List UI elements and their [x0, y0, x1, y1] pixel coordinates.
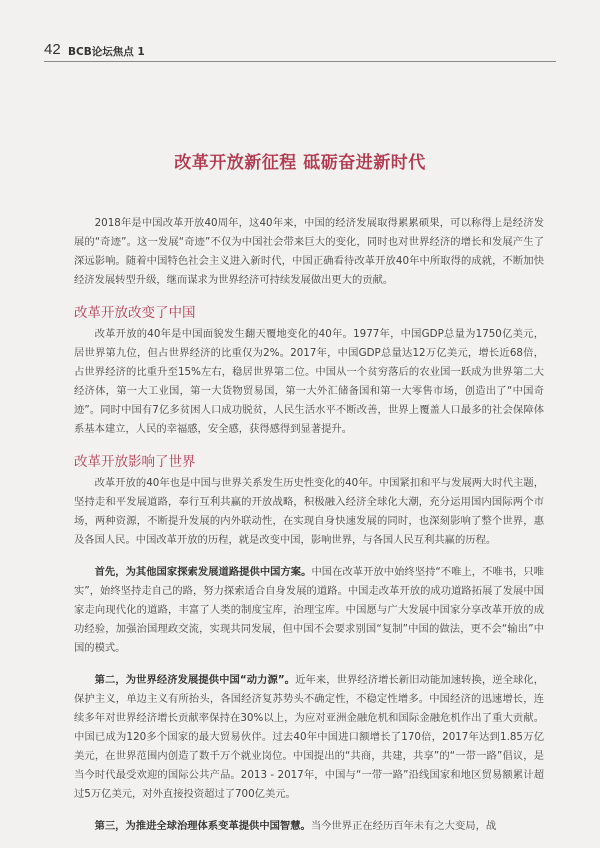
point-body-third: 当今世界正在经历百年未有之大变局，战	[310, 820, 497, 832]
running-header-title: BCB论坛焦点 1	[68, 46, 145, 58]
point-paragraph-first	[74, 563, 544, 658]
point-body-second: 近年来，世界经济增长新旧动能加速转换，逆全球化，保护主义，单边主义有所抬头，各国经济复苏势头不确定性，不稳定性增多。中国经济的迅速增长，连续多年对世界经济增长贡献率保持在30%以上，为应对亚洲金融危机和国际金融危机作出了重大贡献。中国已成为120多个国家的最大贸易伙伴。过去40年中国进口额增长了170倍，2017年达到1.85万亿美元，在世界范围内创造了数千万个就业岗位。中国提出的“共商，共建，共享”的“一带一路”倡议，是当今时代最受欢迎的国际公共产品。2013 - 2017年，中国与“一带一路”沿线国家和地区贸易额累计超过5万亿美元，对外直接投资超过了700亿美元。	[74, 674, 545, 800]
section-paragraph-world: 改革开放的40年也是中国与世界关系发生历史性变化的40年。中国紧扣和平与发展两大时代主题，坚持走和平发展道路，奉行互利共赢的开放战略，积极融入经济全球化大潮，充分运用国内国际两个市场，两种资源，不断提升发展的内外联动性，在实现自身快速发展的同时，也深刻影响了整个世界，惠及各国人民。中国改革开放的历程，就是改变中国，影响世界，与各国人民互利共赢的历程。	[74, 477, 544, 546]
header-divider	[44, 61, 556, 62]
page-number: 42	[44, 41, 61, 58]
article-body	[74, 214, 544, 836]
point-body-first: 中国在改革开放中始终坚持“不唯上，不唯书，只唯实”，始终坚持走自己的路，努力探索适合自身发展的道路。中国走改革开放的成功道路拓展了发展中国家走向现代化的道路，丰富了人类的制度宝库，治理宝库。中国愿与广大发展中国家分享改革开放的成功经验，加强治国理政交流，实现共同发展，但中国不会要求别国“复制”中国的做法，更不会“输出”中国的模式。	[74, 566, 544, 654]
section-heading-china: 改革开放改变了中国	[74, 305, 196, 321]
point-paragraph-third	[74, 817, 544, 836]
section-heading-world: 改革开放影响了世界	[74, 454, 196, 470]
section-paragraph-china: 改革开放的40年是中国面貌发生翻天覆地变化的40年。1977年，中国GDP总量为1750亿美元，居世界第九位，但占世界经济的比重仅为2%。2017年，中国GDP总量达12万亿美元，增长近68倍，占世界经济的比重升至15%左右，稳居世界第二位。中国从一个贫穷落后的农业国一跃成为世界第二大经济体，第一大工业国，第一大货物贸易国，第一大外汇储备国和第一大零售市场，创造出了“中国奇迹”。同时中国有7亿多贫困人口成功脱贫，人民生活水平不断改善，世界上覆盖人口最多的社会保障体系基本建立，人民的幸福感，安全感，获得感得到显著提升。	[74, 328, 544, 435]
point-lead-first: 首先，为其他国家探索发展道路提供中国方案。	[94, 566, 312, 578]
article-title: 改革开放新征程 砥砺奋进新时代	[174, 153, 426, 173]
page-header	[0, 40, 600, 64]
point-paragraph-second	[74, 671, 544, 804]
intro-paragraph: 2018年是中国改革开放40周年，这40年来，中国的经济发展取得累累硕果，可以称得上是经济发展的“奇迹”。这一发展“奇迹”不仅为中国社会带来巨大的变化，同时也对世界经济的增长和发展产生了深远影响。随着中国特色社会主义进入新时代，中国正确看待改革开放40年中所取得的成就，不断加快经济发展转型升级，继而谋求为世界经济可持续发展做出更大的贡献。	[74, 217, 544, 286]
point-lead-third: 第三，为推进全球治理体系变革提供中国智慧。	[94, 820, 311, 832]
point-lead-second: 第二，为世界经济发展提供中国“动力源”。	[94, 674, 296, 686]
